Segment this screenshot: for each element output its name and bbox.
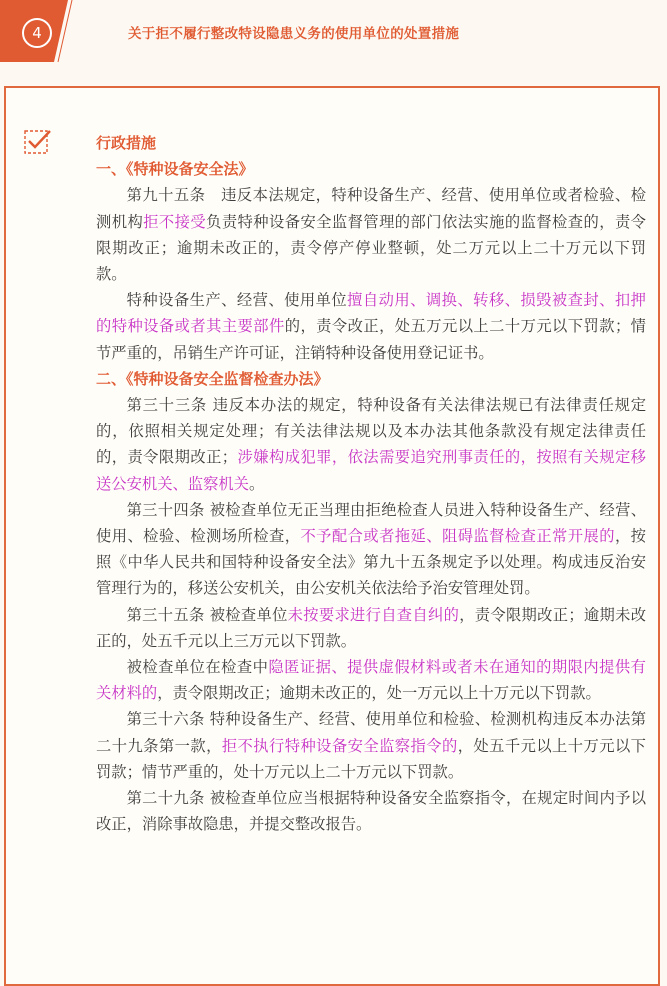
highlight-text: 涉嫌构成犯罪，依法需要追究刑事责任的，按照有关规定移送公安机关、监察机关	[96, 448, 646, 493]
paragraph-seizure: 特种设备生产、经营、使用单位擅自动用、调换、转移、损毁被查封、扣押的特种设备或者其主要部件的，责令改正，处五万元以上二十万元以下罚款；情节严重的，吊销生产许可证，注销特种设备使用登记证书。	[96, 291, 646, 362]
document-body	[96, 130, 646, 837]
highlight-text: 拒不执行特种设备安全监察指令的	[221, 736, 458, 755]
paragraph-article-29: 第二十九条 被检查单位应当根据特种设备安全监察指令，在规定时间内予以改正，消除事故隐患，并提交整改报告。	[96, 789, 646, 834]
paragraph-concealment: 被检查单位在检查中隐匿证据、提供虚假材料或者未在通知的期限内提供有关材料的，责令限期改正；逾期未改正的，处一万元以上十万元以下罚款。	[96, 658, 646, 703]
highlight-text: 隐匿证据、提供虚假材料或者未在通知的期限内提供有关材料的	[96, 658, 646, 703]
paragraph-article-34: 第三十四条 被检查单位无正当理由拒绝检查人员进入特种设备生产、经营、使用、检验、检测场所检查，不予配合或者拖延、阻碍监督检查正常开展的，按照《中华人民共和国特种设备安全法》第九十五条规定予以处理。构成违反治安管理行为的，移送公安机关，由公安机关依法给予治安管理处罚。	[96, 500, 646, 598]
section-1-title: 一、《特种设备安全法》	[96, 160, 254, 179]
content-title: 行政措施	[96, 134, 157, 152]
highlight-text: 拒不接受	[143, 212, 207, 231]
highlight-text: 未按要求进行自查自纠的	[287, 605, 460, 624]
paragraph-article-33: 第三十三条 违反本办法的规定，特种设备有关法律法规已有法律责任规定的，依照相关规定处理；有关法律法规以及本办法其他条款没有规定法律责任的，责令限期改正；涉嫌构成犯罪，依法需要追究刑事责任的，按照有关规定移送公安机关、监察机关。	[96, 396, 646, 493]
paragraph-article-36: 第三十六条 特种设备生产、经营、使用单位和检验、检测机构违反本办法第二十九条第一款，拒不执行特种设备安全监察指令的，处五千元以上十万元以下罚款；情节严重的，处十万元以上二十万元以下罚款。	[96, 710, 646, 781]
section-2-title: 二、《特种设备安全监督检查办法》	[96, 369, 329, 388]
section-number: 4	[22, 18, 52, 48]
page-title: 关于拒不履行整改特设隐患义务的使用单位的处置措施	[128, 26, 460, 42]
header-bar	[0, 0, 667, 62]
paragraph-article-35: 第三十五条 被检查单位未按要求进行自查自纠的，责令限期改正；逾期未改正的，处五千元以上三万元以下罚款。	[96, 605, 646, 650]
highlight-text: 不予配合或者拖延、阻碍监督检查正常开展的	[300, 527, 615, 546]
checkbox-checked-icon	[24, 128, 52, 154]
paragraph-article-95: 第九十五条 违反本法规定，特种设备生产、经营、使用单位或者检验、检测机构拒不接受负责特种设备安全监督管理的部门依法实施的监督检查的，责令限期改正；逾期未改正的，责令停产停业整顿，处二万元以上二十万元以下罚款。	[96, 186, 646, 284]
highlight-text: 擅自动用、调换、转移、损毁被查封、扣押的特种设备或者其主要部件	[96, 291, 646, 336]
